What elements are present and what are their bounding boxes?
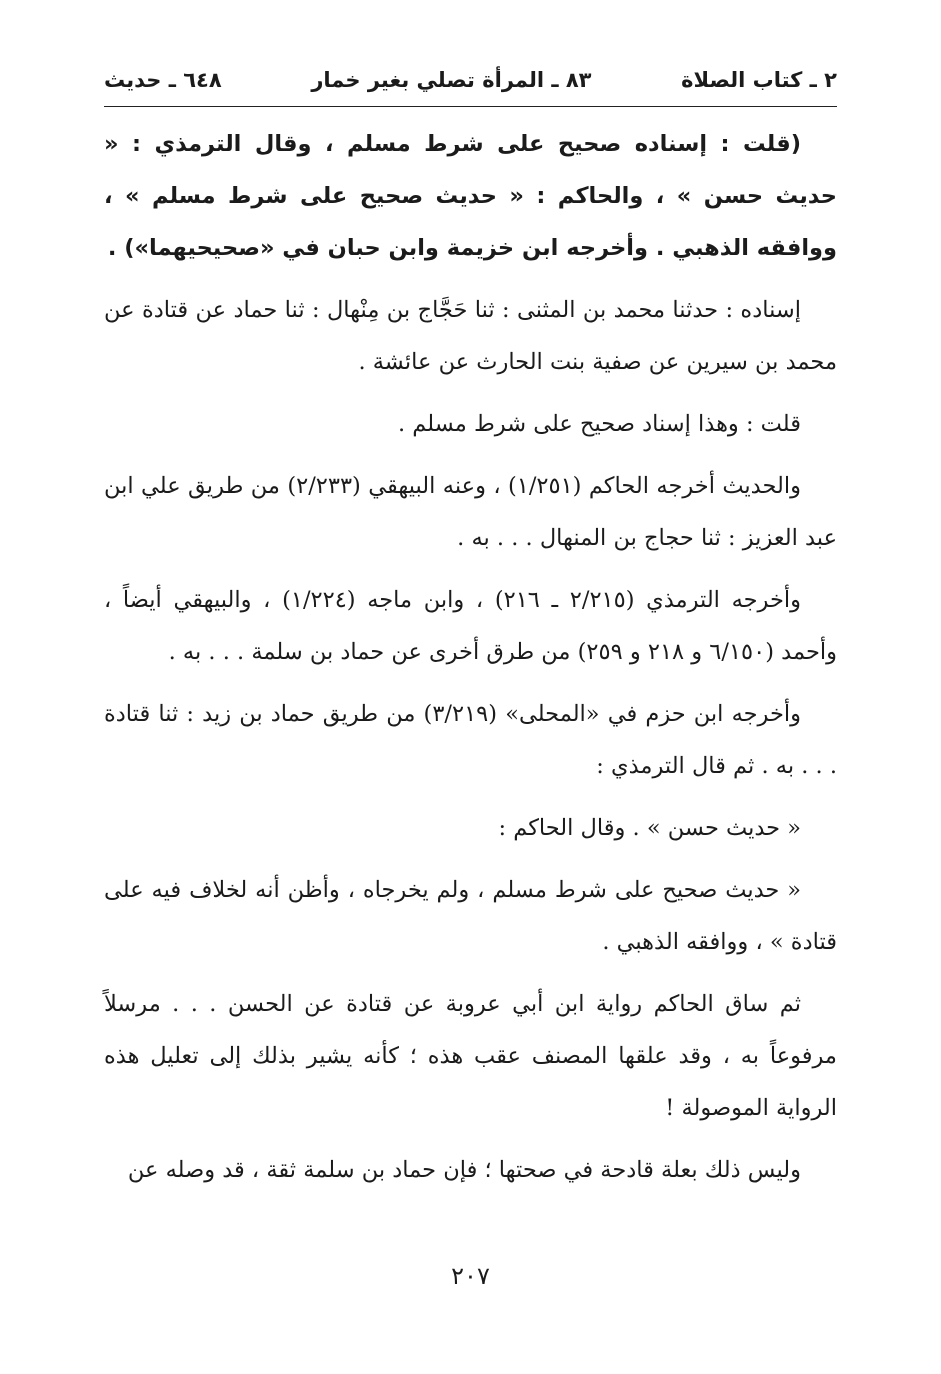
paragraph-mursal: ثم ساق الحاكم رواية ابن أبي عروبة عن قتادة عن الحسن . . . مرسلاً مرفوعاً به ، وقد علقها المصنف عقب هذه ؛ كأنه يشير بذلك إلى تعليل هذه الرواية الموصولة ! [104, 991, 837, 1121]
header-chapter: ٢ ـ كتاب الصلاة [681, 68, 837, 92]
paragraph-quote-hakim: « حديث صحيح على شرط مسلم ، ولم يخرجاه ، وأظن أنه لخلاف فيه على قتادة » ، ووافقه الذهبي . [104, 877, 837, 955]
running-header [104, 60, 837, 100]
page-number: ٢٠٧ [451, 1262, 490, 1290]
header-section: ٨٣ ـ المرأة تصلي بغير خمار [311, 68, 592, 92]
paragraph-rebuttal: وليس ذلك بعلة قادحة في صحتها ؛ فإن حماد بن سلمة ثقة ، قد وصله عن [127, 1157, 801, 1183]
paragraph-takhrij-1: والحديث أخرجه الحاكم (١/٢٥١) ، وعنه البيهقي (٢/٢٣٣) من طريق علي ابن عبد العزيز : ثنا حجاج بن المنهال . . . به . [104, 473, 837, 551]
page-body [104, 118, 837, 1206]
paragraph-isnad: إسناده : حدثنا محمد بن المثنى : ثنا حَجَّاج بن مِنْهال : ثنا حماد عن قتادة عن محمد بن سيرين عن صفية بنت الحارث عن عائشة . [104, 297, 837, 375]
paragraph-quote-tirmidhi: « حديث حسن » . وقال الحاكم : [498, 815, 801, 841]
paragraph-takhrij-2: وأخرجه الترمذي (٢/٢١٥ ـ ٢١٦) ، وابن ماجه (١/٢٢٤) ، والبيهقي أيضاً ، وأحمد (٦/١٥٠ و ٢١٨ و ٢٥٩) من طرق أخرى عن حماد بن سلمة . . . به . [104, 587, 837, 665]
paragraph-takhrij-3: وأخرجه ابن حزم في «المحلى» (٣/٢١٩) من طريق حماد بن زيد : ثنا قتادة . . . به . ثم قال الترمذي : [104, 701, 837, 779]
paragraph-comment: قلت : وهذا إسناد صحيح على شرط مسلم . [397, 411, 801, 437]
paragraph-verdict: (قلت : إسناده صحيح على شرط مسلم ، وقال الترمذي : « حديث حسن » ، والحاكم : « حديث صحيح على شرط مسلم » ، ووافقه الذهبي . وأخرجه ابن خزيمة وابن حبان في «صحيحيهما») . [104, 131, 837, 261]
header-hadith-number: ٦٤٨ ـ حديث [104, 68, 222, 92]
header-rule [104, 106, 837, 107]
